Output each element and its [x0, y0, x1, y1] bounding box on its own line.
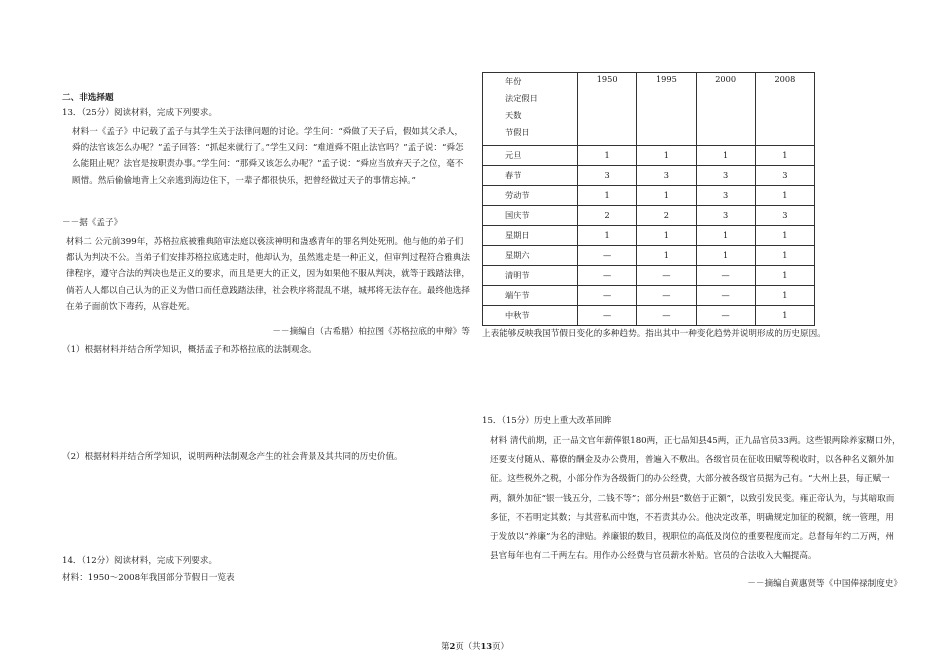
holiday-name: 星期日	[483, 226, 578, 246]
header-label: 年份	[505, 76, 522, 86]
holiday-name: 国庆节	[483, 206, 578, 226]
q13-source2: －－摘编自（古希腊）柏拉图《苏格拉底的申辩》等	[272, 327, 470, 337]
holiday-name: 中秋节	[483, 306, 578, 326]
table-cell: —	[578, 306, 637, 326]
table-cell: 1	[637, 186, 696, 206]
q14-header: 14．（12分）阅读材料，完成下列要求。	[62, 556, 218, 566]
table-cell: 1	[696, 146, 755, 166]
table-cell: 1	[637, 246, 696, 266]
table-cell: —	[578, 246, 637, 266]
table-cell: —	[578, 266, 637, 286]
header-label: 天数	[505, 110, 522, 120]
footer-suffix: 页）	[492, 641, 509, 651]
page-footer	[0, 640, 950, 653]
table-cell: 1	[755, 306, 814, 326]
table-row	[483, 146, 815, 166]
q13-material2: 材料二 公元前399年，苏格拉底被雅典陪审法庭以亵渎神明和蛊惑青年的罪名判处死刑。他与他的弟子们都认为判决不公。当弟子们安排苏格拉底逃走时，他却认为，虽然逃走是一种正义，但审判过程符合雅典法律程序，遵守合法的判决也是正义的要求，而且是更大的正义，因为如果他不服从判决，就等于践踏法律，倘若人人都以自己认为的正义为借口而任意践踏法律，社会秩序将混乱不堪，城邦将无法存在。最终他选择在弟子面前饮下毒药，从容赴死。	[66, 237, 470, 312]
q15-material: 材料 清代前期，正一品文官年薪俸银180两，正七品知县45两，正九品官员33两。这些银两除养家糊口外，还要支付随从、幕僚的酬金及办公费用，普遍入不敷出。各级官员在征收田赋等税收时，以各种名义额外加征。这些税外之税，小部分作为各级衙门的办公经费，大部分被各级官员据为己有。“大州上县，每正赋一两，额外加征“银一钱五分，二钱不等”；部分州县“数倍于正额”，以致引发民变。雍正帝认为，与其暗取而多征，不若明定其数；与其营私而中饱，不若责其办公。他决定改革，明确规定加征的税额，统一管理，用于发放以“养廉”为名的津贴。养廉银的数目，视职位的高低及岗位的重要程度而定。总督每年约二万两，州县官每年也有二千两左右。用作办公经费与官员薪水补贴。官员的合法收入大幅提高。	[490, 436, 901, 562]
section-title: 二、非选择题	[62, 93, 114, 103]
table-cell: 2	[637, 206, 696, 226]
q15-header: 15．（15分）历史上重大改革回眸	[482, 416, 612, 426]
table-cell: 1	[755, 146, 814, 166]
table-cell: 1	[755, 266, 814, 286]
table-cell: —	[637, 306, 696, 326]
table-row	[483, 266, 815, 286]
q13-source1: －－据《孟子》	[62, 218, 123, 228]
q13-header: 13．（25分）阅读材料，完成下列要求。	[62, 108, 218, 118]
table-cell: 3	[578, 166, 637, 186]
table-header-row	[483, 73, 815, 146]
table-row	[483, 226, 815, 246]
table-cell: 1	[755, 226, 814, 246]
page-number: 2	[449, 641, 456, 651]
table-cell: —	[696, 306, 755, 326]
table-row	[483, 186, 815, 206]
q13-material1: 材料一《孟子》中记载了孟子与其学生关于法律问题的讨论。学生问：“舜做了天子后，假如其父杀人，舜的法官该怎么办呢？”孟子回答：“抓起来就行了。”学生又问：“难道舜不阻止法官吗？”孟子说：“舜怎么能阻止呢？法官是按职责办事。”学生问：“那舜又该怎么办呢？”孟子说：“舜应当放弃天子之位，毫不顾惜。然后偷偷地背上父亲逃到海边住下，一辈子都很快乐，把曾经做过天子的事情忘掉。”	[72, 127, 464, 186]
q15-source: －－摘编自黄惠贤等《中国俸禄制度史》	[747, 579, 902, 589]
table-cell: 3	[755, 206, 814, 226]
table-cell: 1	[696, 226, 755, 246]
table-cell: 3	[696, 206, 755, 226]
table-row	[483, 246, 815, 266]
table-cell: —	[637, 266, 696, 286]
holiday-table	[482, 72, 815, 326]
footer-prefix: 第	[441, 641, 450, 651]
table-row	[483, 286, 815, 306]
table-cell: —	[696, 266, 755, 286]
year-header: 2000	[696, 73, 755, 146]
holiday-name: 星期六	[483, 246, 578, 266]
table-row	[483, 306, 815, 326]
year-header: 1995	[637, 73, 696, 146]
table-cell: 1	[578, 146, 637, 166]
table-cell: —	[637, 286, 696, 306]
table-cell: 1	[696, 246, 755, 266]
header-label: 节假日	[505, 127, 530, 137]
table-cell: 2	[578, 206, 637, 226]
table-cell: 1	[578, 226, 637, 246]
q14-question: 上表能够反映我国节假日变化的多种趋势。指出其中一种变化趋势并说明形成的历史原因。	[482, 329, 826, 339]
table-cell: 3	[637, 166, 696, 186]
table-cell: 1	[637, 146, 696, 166]
year-header: 1950	[578, 73, 637, 146]
q13-sub2: （2）根据材料并结合所学知识，说明两种法制观念产生的社会背景及其共同的历史价值。	[62, 452, 403, 462]
header-label: 法定假日	[505, 93, 538, 103]
table-cell: —	[578, 286, 637, 306]
table-cell: 1	[637, 226, 696, 246]
holiday-name: 元旦	[483, 146, 578, 166]
q14-material: 材料：1950～2008年我国部分节假日一览表	[62, 573, 235, 583]
holiday-name: 春节	[483, 166, 578, 186]
table-cell: 1	[578, 186, 637, 206]
table-cell: 1	[755, 186, 814, 206]
holiday-name: 端午节	[483, 286, 578, 306]
table-cell: 3	[696, 166, 755, 186]
footer-middle: 页（共	[455, 641, 481, 651]
holiday-name: 劳动节	[483, 186, 578, 206]
holiday-name: 清明节	[483, 266, 578, 286]
year-header: 2008	[755, 73, 814, 146]
total-pages: 13	[480, 641, 493, 651]
table-row	[483, 206, 815, 226]
table-cell: 3	[755, 166, 814, 186]
table-cell: 3	[696, 186, 755, 206]
table-cell: 1	[755, 286, 814, 306]
table-cell: 1	[755, 246, 814, 266]
table-row	[483, 166, 815, 186]
table-cell: —	[696, 286, 755, 306]
q13-sub1: （1）根据材料并结合所学知识，概括孟子和苏格拉底的法制观念。	[62, 345, 317, 355]
diagonal-header-cell	[483, 73, 578, 146]
